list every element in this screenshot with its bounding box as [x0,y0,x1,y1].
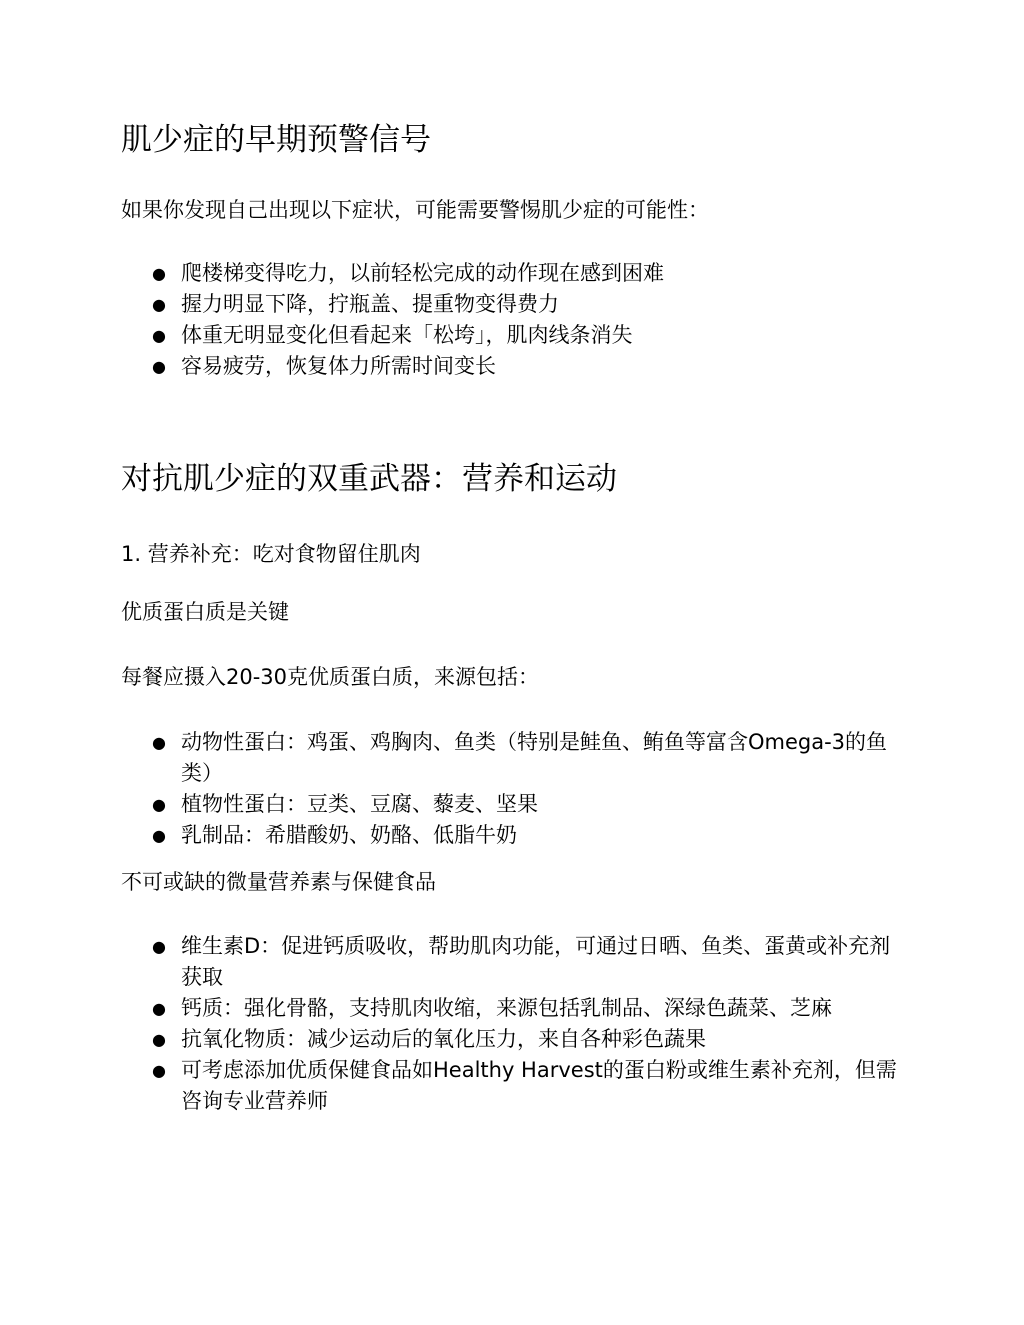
bullet-icon: ● [152,295,166,314]
list-item: ● 维生素D：促进钙质吸收，帮助肌肉功能，可通过日晒、鱼类、蛋黄或补充剂获取 [0,931,901,993]
protein-intro: 每餐应摄入20-30克优质蛋白质，来源包括： [121,665,540,689]
list-item: ● 动物性蛋白：鸡蛋、鸡胸肉、鱼类（特别是鲑鱼、鲔鱼等富含Omega-3的鱼类） [0,727,901,789]
list-item: ● 乳制品：希腊酸奶、奶酪、低脂牛奶 [0,820,901,851]
protein-title: 优质蛋白质是关键 [121,600,289,624]
list-item: ● 容易疲劳，恢复体力所需时间变长 [0,351,901,382]
micronutrient-list [0,931,1024,1117]
protein-list [0,727,1024,851]
bullet-icon: ● [152,357,166,376]
section1-intro: 如果你发现自己出现以下症状，可能需要警惕肌少症的可能性： [121,198,709,222]
list-item: ● 植物性蛋白：豆类、豆腐、藜麦、坚果 [0,789,901,820]
section1-heading: 肌少症的早期预警信号 [121,122,431,158]
bullet-icon: ● [152,1030,166,1049]
list-item: ● 抗氧化物质：减少运动后的氧化压力，来自各种彩色蔬果 [0,1024,901,1055]
bullet-icon: ● [152,937,166,956]
symptom-list [0,258,1024,382]
nutrition-subheading: 1. 营养补充：吃对食物留住肌肉 [121,542,421,566]
list-item: ● 体重无明显变化但看起来「松垮」，肌肉线条消失 [0,320,901,351]
bullet-icon: ● [152,1061,166,1080]
bullet-icon: ● [152,826,166,845]
list-item: ● 爬楼梯变得吃力，以前轻松完成的动作现在感到困难 [0,258,901,289]
section2-heading: 对抗肌少症的双重武器：营养和运动 [121,461,617,497]
bullet-icon: ● [152,999,166,1018]
bullet-icon: ● [152,795,166,814]
list-item: ● 钙质：强化骨骼，支持肌肉收缩，来源包括乳制品、深绿色蔬菜、芝麻 [0,993,901,1024]
list-item: ● 握力明显下降，拧瓶盖、提重物变得费力 [0,289,901,320]
list-item: ● 可考虑添加优质保健食品如Healthy Harvest的蛋白粉或维生素补充剂，但需咨询专业营养师 [0,1055,901,1117]
bullet-icon: ● [152,733,166,752]
micro-title: 不可或缺的微量营养素与保健食品 [121,870,436,894]
bullet-icon: ● [152,264,166,283]
bullet-icon: ● [152,326,166,345]
